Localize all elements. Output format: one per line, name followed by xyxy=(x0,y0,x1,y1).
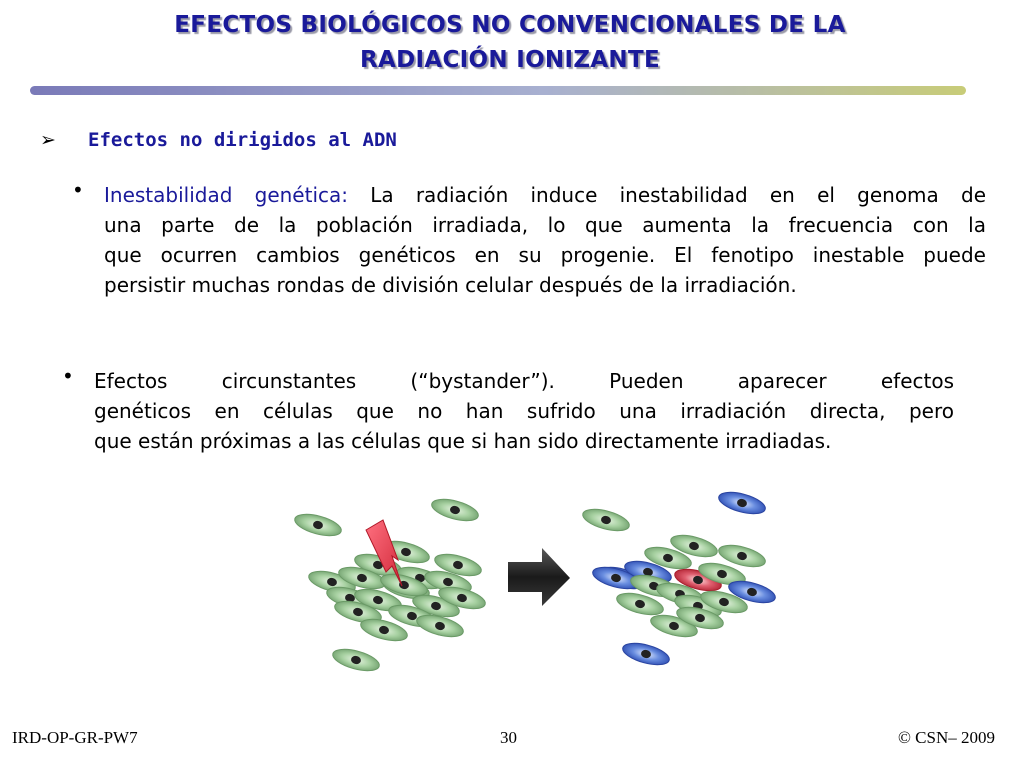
footer-page-number: 30 xyxy=(500,728,517,747)
title-line-1: EFECTOS BIOLÓGICOS NO CONVENCIONALES DE LA xyxy=(174,12,846,38)
arrow-bullet-icon: ➢ xyxy=(40,129,56,151)
footer-copyright: © CSN– 2009 xyxy=(898,728,995,747)
term-bystander: Efectos circunstantes (“bystander”). xyxy=(94,369,555,393)
normal-cell xyxy=(580,505,631,535)
bullet-dot-icon: • xyxy=(72,178,84,202)
bystander-affected-cell xyxy=(620,639,671,669)
transition-arrow-icon xyxy=(508,548,570,606)
footer-document-code: IRD-OP-GR-PW7 xyxy=(12,728,138,747)
paragraph-line: Efectos circunstantes (“bystander”). Pueden aparecer efectos xyxy=(94,369,954,393)
paragraph-line: una parte de la población irradiada, lo que aumenta la frecuencia con la xyxy=(104,213,986,237)
title-line-2: RADIACIÓN IONIZANTE xyxy=(360,47,660,73)
section-heading-text: Efectos no dirigidos al ADN xyxy=(88,129,397,151)
cells-before-irradiation xyxy=(292,495,487,675)
paragraph-line: persistir muchas rondas de división celular después de la irradiación. xyxy=(104,273,797,297)
normal-cell xyxy=(429,495,480,525)
bystander-affected-cell xyxy=(716,488,767,518)
paragraph-line: genéticos en células que no han sufrido una irradiación directa, pero xyxy=(94,399,954,423)
term-genetic-instability: Inestabilidad genética: xyxy=(104,183,348,207)
paragraph-line: que están próximas a las células que si han sido directamente irradiadas. xyxy=(94,429,832,453)
paragraph-line: Inestabilidad genética: La radiación induce inestabilidad en el genoma de xyxy=(104,183,987,207)
normal-cell xyxy=(292,510,343,540)
bullet-dot-icon: • xyxy=(62,364,74,388)
normal-cell xyxy=(330,645,381,675)
cells-after-bystander-effect xyxy=(580,488,777,669)
paragraph-line: que ocurren cambios genéticos en su progenie. El fenotipo inestable puede xyxy=(104,243,986,267)
